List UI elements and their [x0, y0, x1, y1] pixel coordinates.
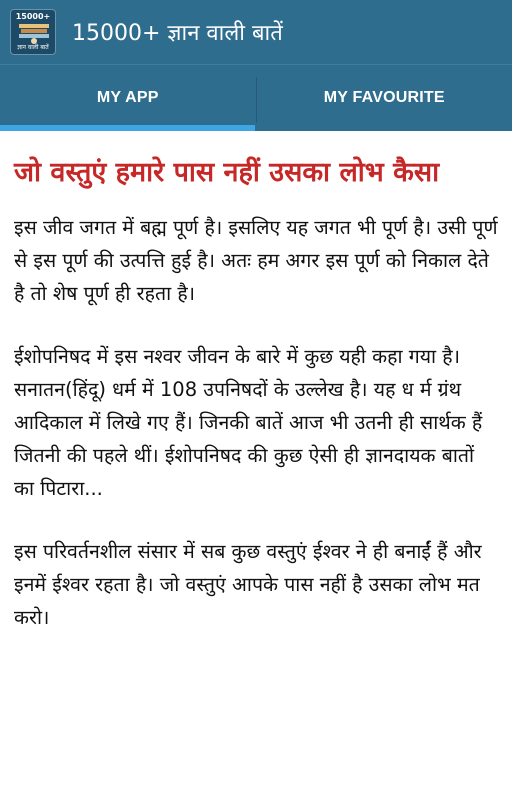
- app-logo-number: 15000+: [15, 12, 51, 21]
- app-logo-caption: ज्ञान वाली बातें: [17, 44, 49, 51]
- app-logo-icon: [10, 9, 56, 55]
- selected-tab-indicator: [0, 125, 255, 131]
- article-title: जो वस्तुएं हमारे पास नहीं उसका लोभ कैसा: [14, 157, 440, 188]
- app-bar: [0, 0, 512, 64]
- article-paragraph: ईशोपनिषद में इस नश्वर जीवन के बारे में कुछ यही कहा गया है। सनातन(हिंदू) धर्म में 108 उपनिषदों के उल्लेख है। यह ध र्म ग्रंथ आदिकाल में लिखे गए हैं। जिनकी बातें आज भी उतनी ही सार्थक हैं जितनी की पहले थीं। ईशोपनिषद की कुछ ऐसी ही ज्ञानदायक बातों का पिटारा...: [14, 345, 483, 500]
- article-content: [0, 153, 512, 634]
- tab-my-app[interactable]: MY APP: [96, 89, 159, 106]
- article-paragraph: इस परिवर्तनशील संसार में सब कुछ वस्तुएं ईश्वर ने ही बनाईं हैं और इनमें ईश्वर रहता है। जो वस्तुएं आपके पास नहीं है उसका लोभ मत करो।: [14, 540, 482, 629]
- app-title: 15000+ ज्ञान वाली बातें: [72, 21, 283, 46]
- tab-my-favourite[interactable]: MY FAVOURITE: [323, 89, 445, 106]
- article-paragraph: इस जीव जगत में बह्म पूर्ण है। इसलिए यह जगत भी पूर्ण है। उसी पूर्ण से इस पूर्ण की उत्पत्ति हुई है। अतः हम अगर इस पूर्ण को निकाल देते है तो शेष पूर्ण ही रहता है।: [14, 216, 498, 305]
- tab-bar: [0, 64, 512, 131]
